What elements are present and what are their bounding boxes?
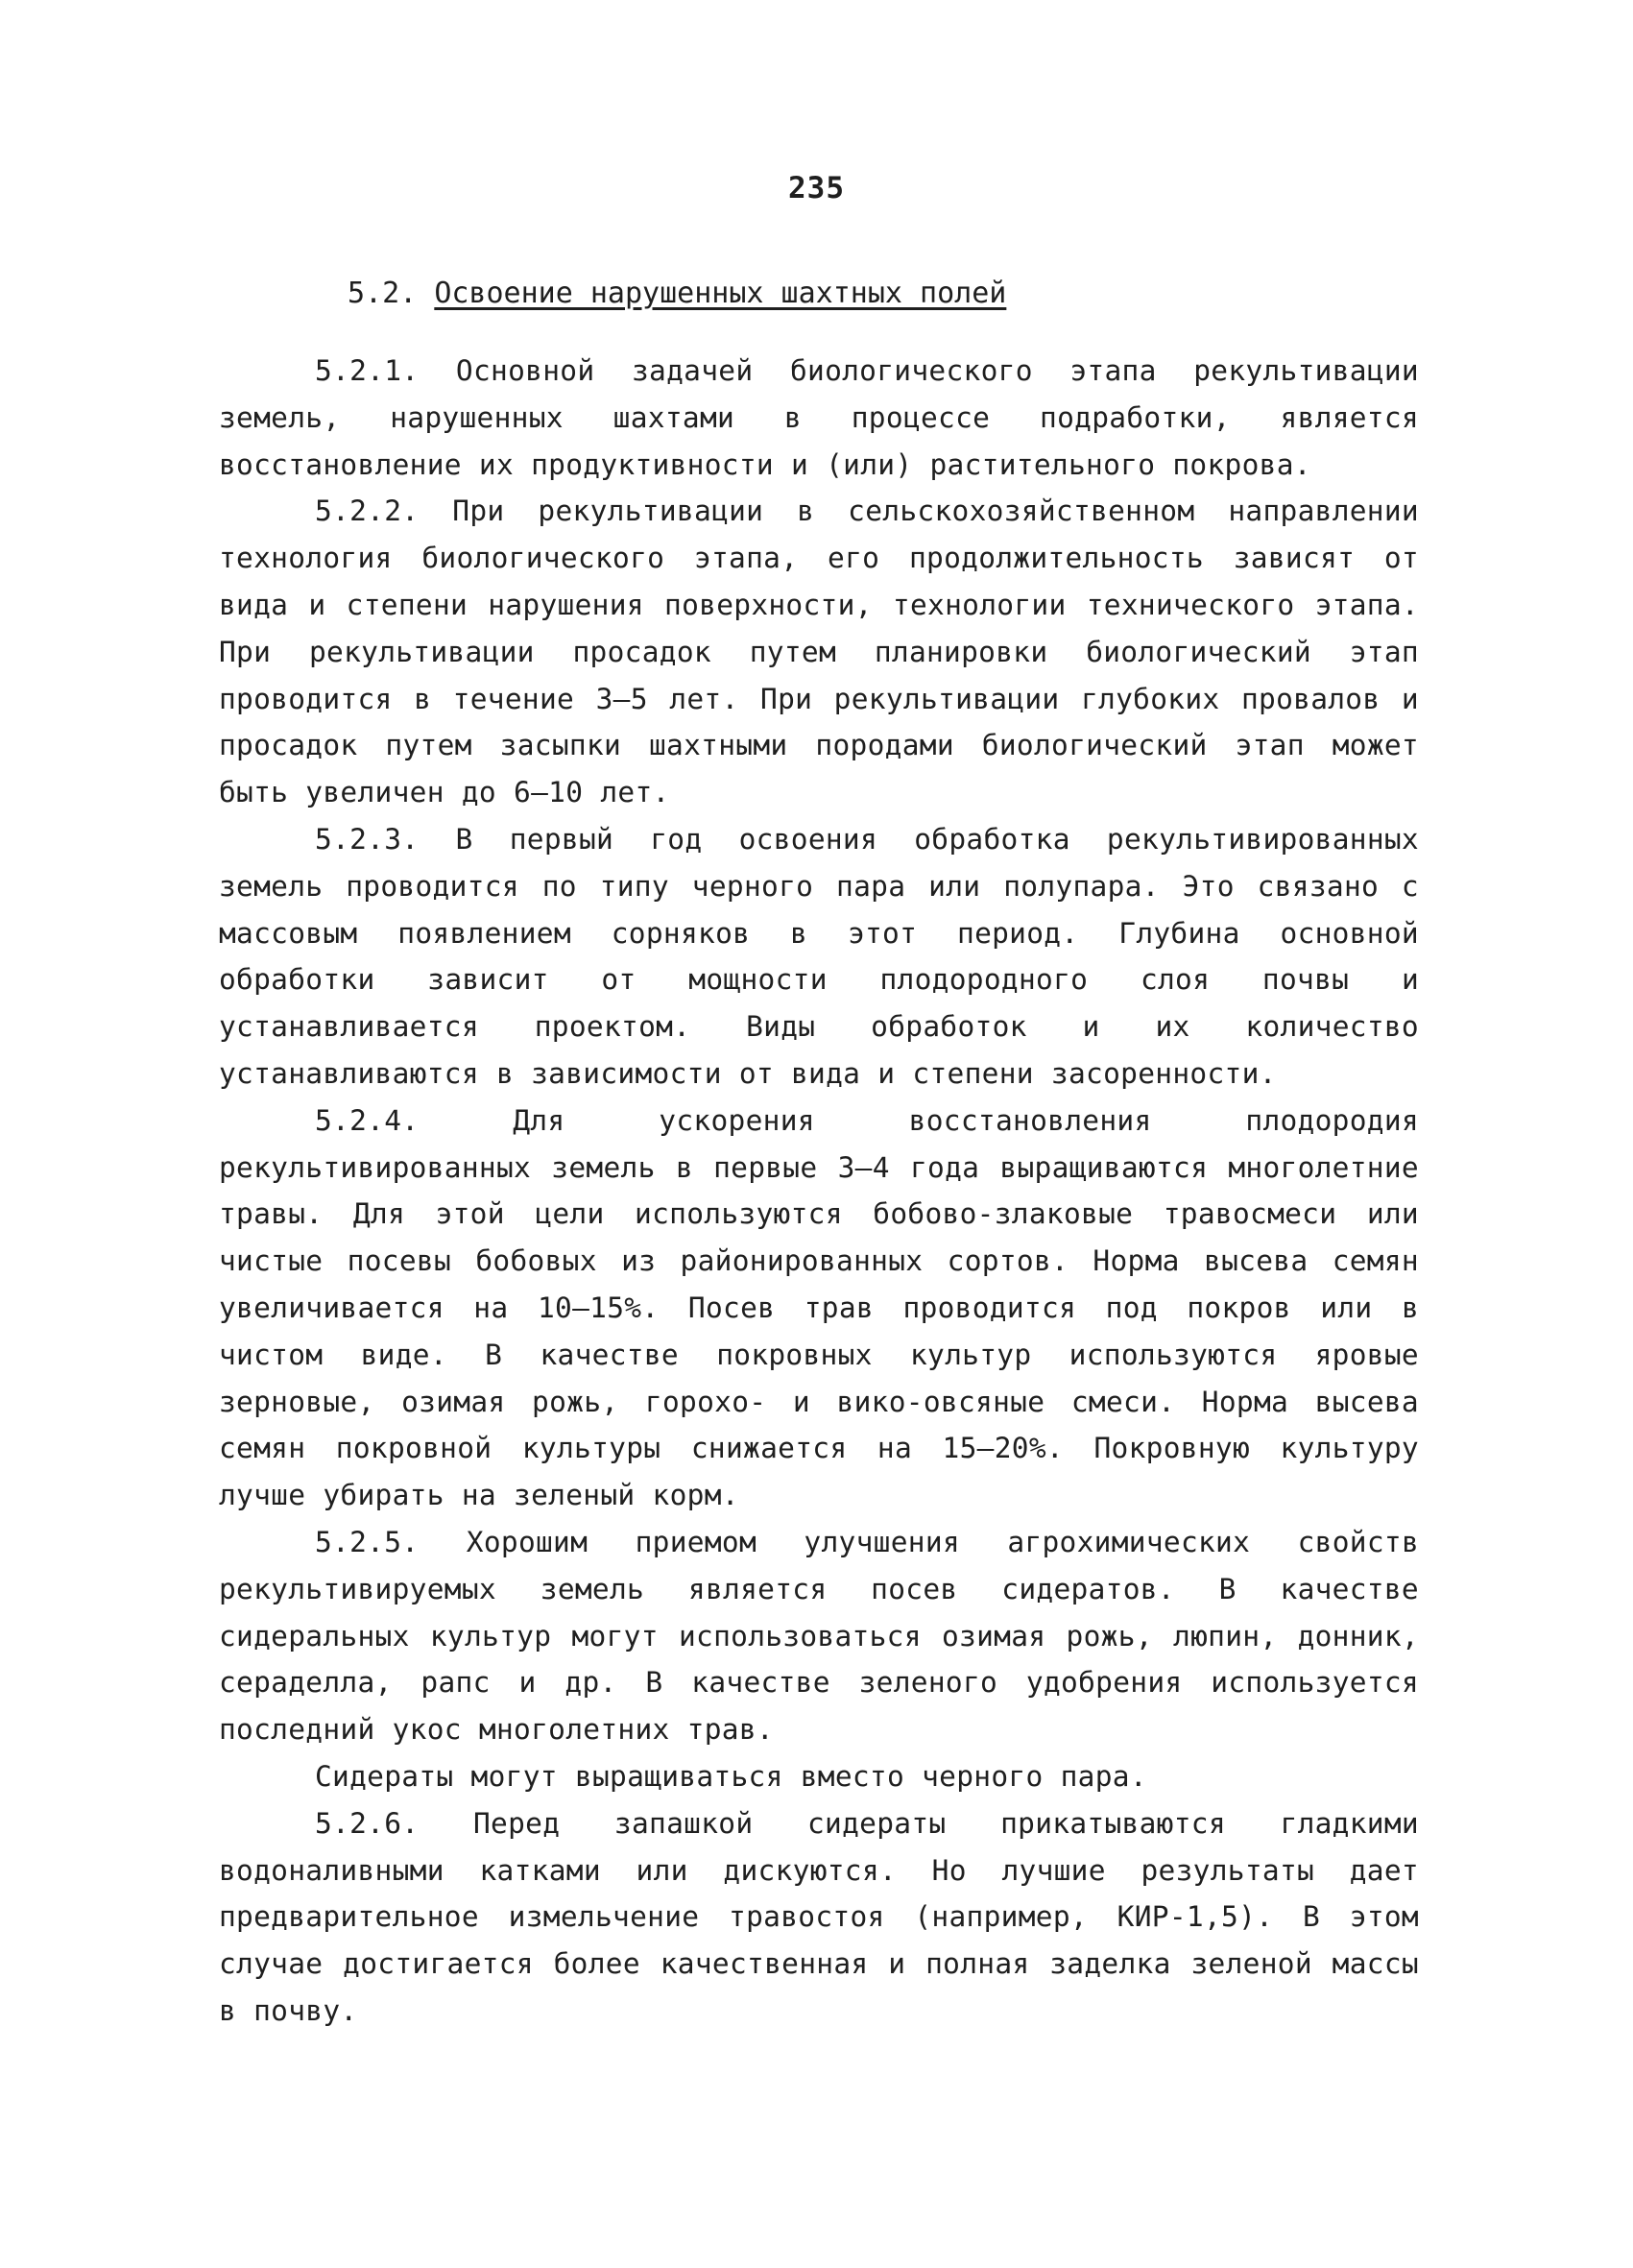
paragraph-5-2-6: 5.2.6. Перед запашкой сидераты прикатываются гладкими водоналивными катками или дискуются. Но лучшие результаты дает предварительное измельчение травостоя (например, КИР-1,5). В этом случае достигается более качественная и полная заделка зеленой массы в почву. bbox=[219, 1806, 1419, 2027]
paragraph-siderates: Сидераты могут выращиваться вместо черного пара. bbox=[315, 1759, 1147, 1793]
body-text bbox=[219, 348, 1419, 2035]
section-number: 5.2. bbox=[348, 277, 418, 310]
paragraph-5-2-3: 5.2.3. В первый год освоения обработка рекультивированных земель проводится по типу черного пара или полупара. Это связано с массовым появлением сорняков в этот период. Глубина основной обработки зависит от мощности плодородного слоя почвы и устанавливается проектом. Виды обработок и их количество устанавливаются в зависимости от вида и степени засоренности. bbox=[219, 822, 1419, 1090]
section-title: Освоение нарушенных шахтных полей bbox=[434, 277, 1007, 310]
paragraph-5-2-5: 5.2.5. Хорошим приемом улучшения агрохимических свойств рекультивируемых земель является посев сидератов. В качестве сидеральных культур могут использоваться озимая рожь, люпин, донник, сераделла, рапс и др. В качестве зеленого удобрения используется последний укос многолетних трав. bbox=[219, 1525, 1419, 1747]
section-heading bbox=[348, 277, 1006, 310]
paragraph-5-2-1: 5.2.1. Основной задачей биологического этапа рекультивации земель, нарушенных шахтами в процессе подработки, является восстановление их продуктивности и (или) растительного покрова. bbox=[219, 354, 1419, 481]
paragraph-5-2-4: 5.2.4. Для ускорения восстановления плодородия рекультивированных земель в первые 3–4 года выращиваются многолетние травы. Для этой цели используются бобово-злаковые травосмеси или чистые посевы бобовых из районированных сортов. Норма высева семян увеличивается на 10–15%. Посев трав проводится под покров или в чистом виде. В качестве покровных культур используются яровые зерновые, озимая рожь, горохо- и вико-овсяные смеси. Норма высева семян покровной культуры снижается на 15–20%. Покровную культуру лучше убирать на зеленый корм. bbox=[219, 1103, 1419, 1512]
paragraph-5-2-2: 5.2.2. При рекультивации в сельскохозяйственном направлении технология биологического этапа, его продолжительность зависят от вида и степени нарушения поверхности, технологии технического этапа. При рекультивации просадок путем планировки биологический этап проводится в течение 3–5 лет. При рекультивации глубоких провалов и просадок путем засыпки шахтными породами биологический этап может быть увеличен до 6–10 лет. bbox=[219, 495, 1419, 809]
page-number: 235 bbox=[788, 171, 845, 205]
